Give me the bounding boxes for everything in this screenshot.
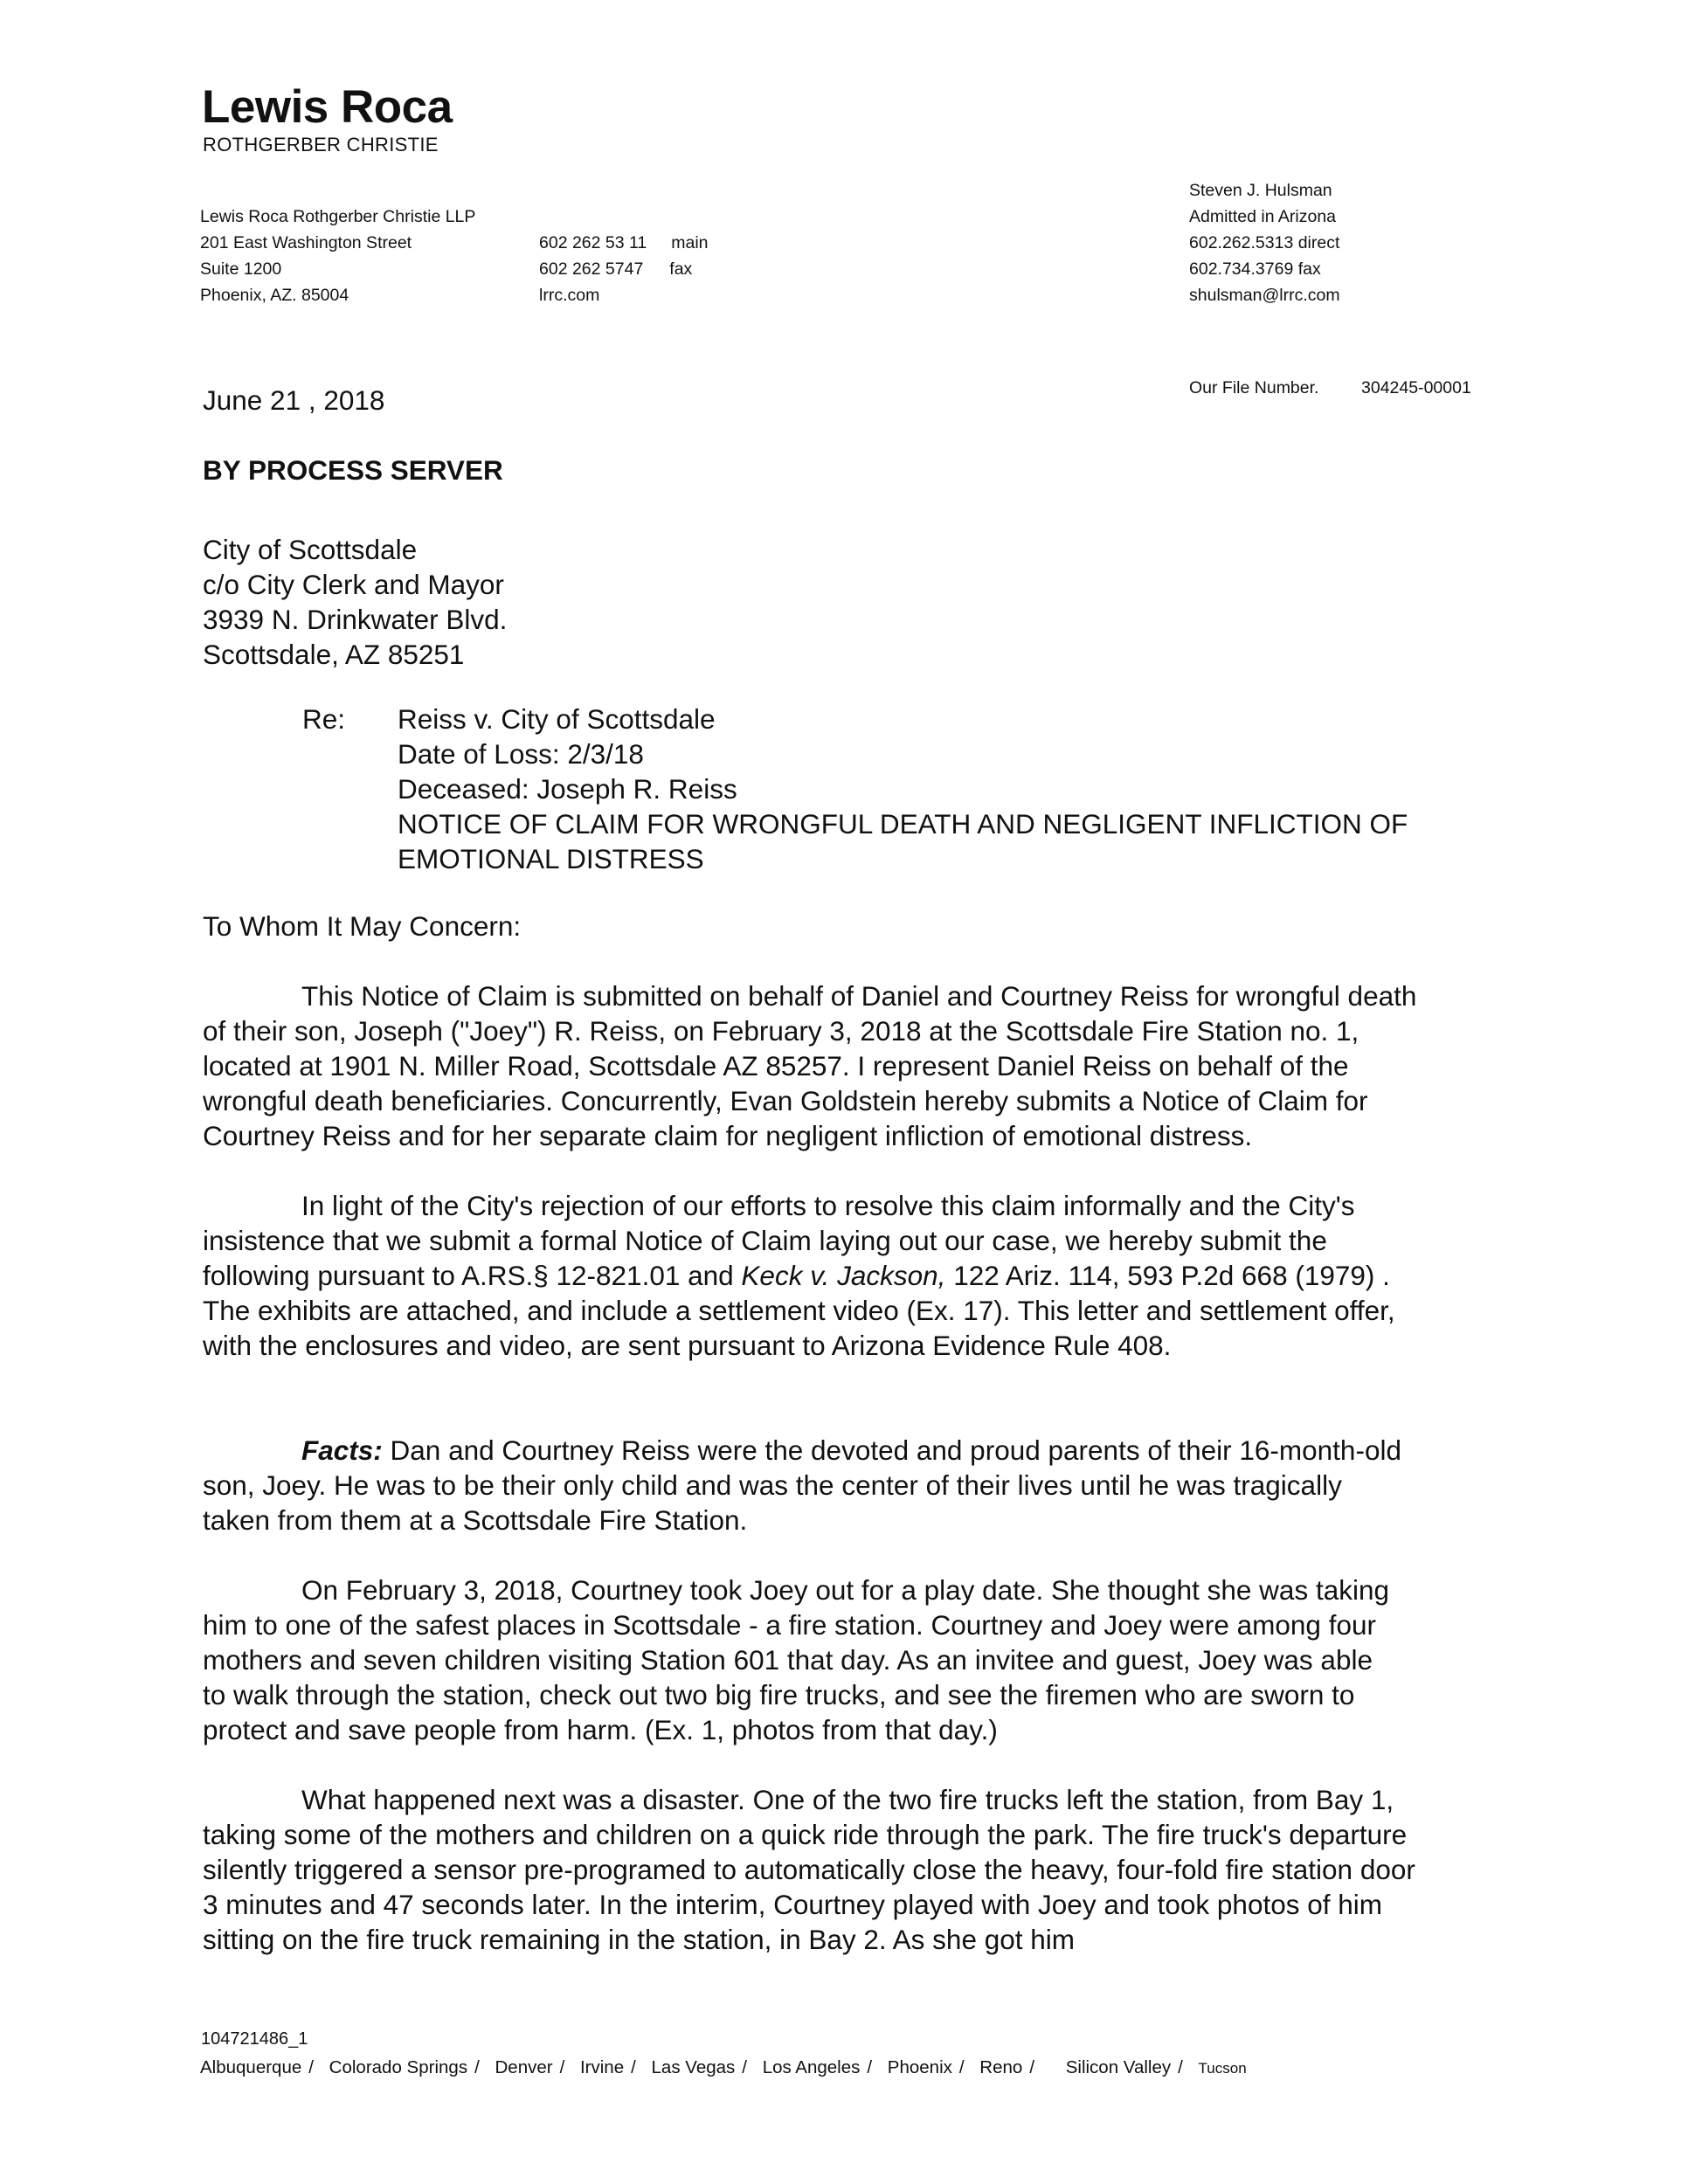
file-number: 304245-00001 [1361,378,1471,397]
paragraph-line: wrongful death beneficiaries. Concurrently, Evan Goldstein hereby submits a Notice of Claim for [203,1085,1368,1116]
paragraph-facts [203,1433,1478,1538]
office-name: Tucson [1198,2060,1247,2077]
office-name: Reno [979,2057,1023,2077]
office-locations: Albuquerque / Colorado Springs / Denver / Irvine / Las Vegas / Los Angeles / Phoenix / Reno / Silicon Valley / Tucson [200,2057,1247,2077]
re-lines [398,702,1408,876]
paragraph-basis [203,1188,1478,1363]
attorney-direct: 602.262.5313 direct [1189,233,1340,252]
re-label: Re: [302,703,346,735]
contact-web [539,282,709,308]
address-line: Suite 1200 [200,259,282,279]
contact-fax [539,256,709,282]
firm-contact [539,230,709,308]
facts-heading: Facts: [301,1434,383,1466]
office-name: Los Angeles [762,2057,861,2077]
paragraph-line: insistence that we submit a formal Notice of Claim laying out our case, we hereby submit the [203,1225,1327,1256]
file-number-label: Our File Number. [1189,378,1319,397]
attorney-admission: Admitted in Arizona [1189,207,1337,226]
address-line: 201 East Washington Street [200,233,412,252]
re-case: Reiss v. City of Scottsdale [398,703,716,735]
case-citation: Keck v. Jackson, [741,1260,946,1291]
re-date-of-loss: Date of Loss: 2/3/18 [398,738,644,770]
phone-fax: 602 262 5747 [539,259,644,279]
paragraph-line: taken from them at a Scottsdale Fire Station. [203,1504,748,1536]
paragraph-line: 3 minutes and 47 seconds later. In the interim, Courtney played with Joey and took photos of him [203,1889,1383,1920]
office-name: Colorado Springs [329,2057,468,2077]
phone-main-label: main [671,233,709,252]
text-run: 122 Ariz. 114, 593 P.2d 668 (1979) . [945,1260,1390,1291]
firm-address [200,204,475,308]
recipient-line: c/o City Clerk and Mayor [203,569,504,600]
attorney-fax: 602.734.3769 fax [1189,259,1321,279]
attorney-block [1189,177,1340,308]
paragraph-line [203,1258,1478,1293]
office-name: Phoenix [887,2057,952,2077]
recipient-line: City of Scottsdale [203,534,418,565]
recipient-address [203,532,507,672]
attorney-email: shulsman@lrrc.com [1189,286,1340,305]
re-subject-line1: NOTICE OF CLAIM FOR WRONGFUL DEATH AND NEGLIGENT INFLICTION OF [398,808,1408,840]
paragraph-line: In light of the City's rejection of our efforts to resolve this claim informally and the City's [301,1190,1355,1221]
re-subject-line2: EMOTIONAL DISTRESS [398,843,704,874]
firm-logo-subtitle: ROTHGERBER CHRISTIE [203,134,439,156]
paragraph-line: of their son, Joseph ("Joey") R. Reiss, on February 3, 2018 at the Scottsdale Fire Station no. 1, [203,1015,1359,1047]
paragraph-line: protect and save people from harm. (Ex. 1, photos from that day.) [203,1714,998,1745]
paragraph-line: silently triggered a sensor pre-programed to automatically close the heavy, four-fold fire station door [203,1854,1415,1885]
delivery-method: BY PROCESS SERVER [203,454,503,486]
office-name: Irvine [579,2057,625,2077]
paragraph-intro [203,978,1478,1153]
salutation: To Whom It May Concern: [203,910,522,942]
paragraph-line: him to one of the safest places in Scottsdale - a fire station. Courtney and Joey were among four [203,1609,1376,1641]
office-name: Albuquerque [200,2057,302,2077]
paragraph-line: On February 3, 2018, Courtney took Joey out for a play date. She thought she was taking [301,1574,1390,1606]
paragraph-line: with the enclosures and video, are sent pursuant to Arizona Evidence Rule 408. [203,1330,1172,1361]
paragraph-disaster [203,1782,1478,1957]
letter-date: June 21 , 2018 [203,384,385,416]
recipient-line: 3939 N. Drinkwater Blvd. [203,604,508,635]
address-line: Lewis Roca Rothgerber Christie LLP [200,207,476,226]
paragraph-line: taking some of the mothers and children on a quick ride through the park. The fire truck's departure [203,1819,1408,1850]
paragraph-line: to walk through the station, check out two big fire trucks, and see the firemen who are sworn to [203,1679,1355,1711]
firm-logo-name: Lewis Roca [202,81,453,133]
office-name: Las Vegas [651,2057,736,2077]
office-name: Silicon Valley [1065,2057,1172,2077]
phone-main: 602 262 53 11 [539,233,647,252]
website: lrrc.com [539,286,600,305]
office-name: Denver [495,2057,553,2077]
paragraph-line: son, Joey. He was to be their only child and was the center of their lives until he was tragically [203,1469,1342,1501]
text-run: following pursuant to A.RS.§ 12-821.01 and [203,1260,742,1291]
recipient-line: Scottsdale, AZ 85251 [203,639,465,670]
paragraph-line: Courtney Reiss and for her separate claim for negligent infliction of emotional distress. [203,1120,1253,1151]
paragraph-line: This Notice of Claim is submitted on behalf of Daniel and Courtney Reiss for wrongful death [301,980,1417,1012]
paragraph-line: sitting on the fire truck remaining in the station, in Bay 2. As she got him [203,1924,1076,1955]
text-run: Dan and Courtney Reiss were the devoted and proud parents of their 16-month-old [382,1434,1401,1466]
paragraph-play-date [203,1572,1478,1747]
paragraph-line: mothers and seven children visiting Station 601 that day. As an invitee and guest, Joey was able [203,1644,1373,1676]
document-number: 104721486_1 [201,2029,308,2049]
paragraph-line: What happened next was a disaster. One of the two fire trucks left the station, from Bay 1, [301,1784,1394,1815]
phone-fax-label: fax [669,259,693,279]
address-line: Phoenix, AZ. 85004 [200,286,349,305]
contact-main [539,230,709,256]
paragraph-line: located at 1901 N. Miller Road, Scottsdale AZ 85257. I represent Daniel Reiss on behalf of the [203,1050,1349,1082]
paragraph-line: The exhibits are attached, and include a settlement video (Ex. 17). This letter and settlement offer, [203,1295,1395,1326]
attorney-name: Steven J. Hulsman [1189,181,1332,200]
re-deceased: Deceased: Joseph R. Reiss [398,773,737,805]
paragraph-line [203,1433,1478,1468]
